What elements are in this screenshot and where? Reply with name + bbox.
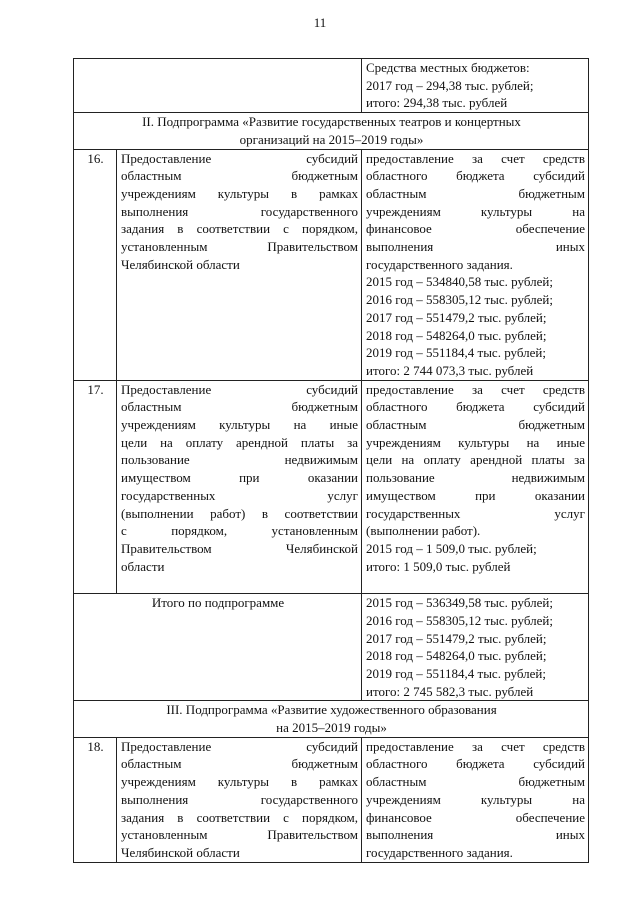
text-line: выполнения иных xyxy=(366,827,585,843)
section-title-line: на 2015–2019 годы» xyxy=(276,720,387,736)
text-line: учреждениям культуры на иные xyxy=(121,417,358,433)
text-line: Предоставление субсидий xyxy=(121,738,358,754)
measure-description xyxy=(117,737,362,862)
text-line: с порядком, установленным xyxy=(121,523,358,539)
table-row xyxy=(74,737,589,862)
funding-cell xyxy=(362,737,589,862)
text-line: 2015 год – 534840,58 тыс. рублей; xyxy=(366,274,553,290)
text-line: областным бюджетным xyxy=(121,168,358,184)
measure-description xyxy=(117,149,362,380)
empty-cell xyxy=(74,59,362,113)
text-line: государственных услуг xyxy=(121,487,358,503)
table-row xyxy=(74,59,589,113)
text-line: 2017 год – 551479,2 тыс. рублей; xyxy=(366,309,547,325)
text-line: областного бюджета субсидий xyxy=(366,756,585,772)
blank-line xyxy=(366,575,585,593)
section-header-row xyxy=(74,113,589,149)
subprogram-total-values xyxy=(362,594,589,701)
text-line: цели на оплату арендной платы за xyxy=(366,452,585,468)
text-line: Предоставление субсидий xyxy=(121,150,358,166)
text-line: имуществом при оказании xyxy=(121,470,358,486)
section-title-line: II. Подпрограмма «Развитие государственных театров и концертных xyxy=(142,114,521,130)
funding-cell xyxy=(362,380,589,593)
text-line: области xyxy=(121,558,165,574)
text-line: 2017 год – 294,38 тыс. рублей; xyxy=(366,77,534,93)
text-line: финансовое обеспечение xyxy=(366,809,585,825)
funding-cell xyxy=(362,149,589,380)
text-line: Челябинской области xyxy=(121,844,240,860)
text-line: учреждениям культуры на xyxy=(366,791,585,807)
text-line: (выполнении работ). xyxy=(366,523,481,539)
text-line: (выполнении работ) в соответствии xyxy=(121,505,358,521)
text-line: пользование недвижимым xyxy=(121,452,358,468)
text-line: итого: 294,38 тыс. рублей xyxy=(366,95,508,111)
table-row xyxy=(74,149,589,380)
text-line: 2015 год – 1 509,0 тыс. рублей; xyxy=(366,540,537,556)
text-line: учреждениям культуры в рамках xyxy=(121,774,358,790)
text-line: задания в соответствии с порядком, xyxy=(121,221,358,237)
text-line: областного бюджета субсидий xyxy=(366,399,585,415)
text-line: задания в соответствии с порядком, xyxy=(121,809,358,825)
text-line: учреждениям культуры в рамках xyxy=(121,185,358,201)
section-title-line: организаций на 2015–2019 годы» xyxy=(239,131,424,147)
section-header-row xyxy=(74,701,589,737)
text-line: итого: 2 745 582,3 тыс. рублей xyxy=(366,683,534,699)
text-line: итого: 2 744 073,3 тыс. рублей xyxy=(366,362,534,378)
text-line: выполнения иных xyxy=(366,239,585,255)
text-line: областным бюджетным xyxy=(366,417,585,433)
text-line: 2019 год – 551184,4 тыс. рублей; xyxy=(366,345,546,361)
text-line: областным бюджетным xyxy=(366,185,585,201)
text-line: учреждениям культуры на иные xyxy=(366,434,585,450)
text-line: 2017 год – 551479,2 тыс. рублей; xyxy=(366,630,547,646)
measure-description xyxy=(117,380,362,593)
text-line: 2016 год – 558305,12 тыс. рублей; xyxy=(366,292,553,308)
text-line: Средства местных бюджетов: xyxy=(366,60,530,75)
local-budget-funding-cell xyxy=(362,59,589,113)
text-line: выполнения государственного xyxy=(121,791,358,807)
text-line: областным бюджетным xyxy=(366,774,585,790)
text-line: 2019 год – 551184,4 тыс. рублей; xyxy=(366,665,546,681)
text-line: установленным Правительством xyxy=(121,827,358,843)
text-line: государственных услуг xyxy=(366,505,585,521)
text-line: государственного задания. xyxy=(366,844,513,860)
section-header xyxy=(74,113,589,149)
text-line: областного бюджета субсидий xyxy=(366,168,585,184)
text-line: имуществом при оказании xyxy=(366,487,585,503)
text-line: областным бюджетным xyxy=(121,756,358,772)
text-line: предоставление за счет средств xyxy=(366,150,585,166)
page-number: 11 xyxy=(313,15,327,30)
subprogram-total-label: Итого по подпрограмме xyxy=(74,594,362,701)
row-number: 17. xyxy=(74,380,117,593)
text-line: 2016 год – 558305,12 тыс. рублей; xyxy=(366,612,553,628)
text-line: финансовое обеспечение xyxy=(366,221,585,237)
row-number: 18. xyxy=(74,737,117,862)
text-line: 2015 год – 536349,58 тыс. рублей; xyxy=(366,595,553,611)
text-line: государственного задания. xyxy=(366,256,513,272)
row-number: 16. xyxy=(74,149,117,380)
text-line: пользование недвижимым xyxy=(366,470,585,486)
text-line: итого: 1 509,0 тыс. рублей xyxy=(366,558,511,574)
section-header xyxy=(74,701,589,737)
text-line: 2018 год – 548264,0 тыс. рублей; xyxy=(366,327,547,343)
text-line: 2018 год – 548264,0 тыс. рублей; xyxy=(366,648,547,664)
table-row xyxy=(74,380,589,593)
section-title-line: III. Подпрограмма «Развитие художественного образования xyxy=(166,702,497,718)
subprogram-total-row xyxy=(74,594,589,701)
text-line: выполнения государственного xyxy=(121,203,358,219)
text-line: установленным Правительством xyxy=(121,239,358,255)
text-line: Челябинской области xyxy=(121,256,240,272)
program-table xyxy=(73,58,589,863)
text-line: предоставление за счет средств xyxy=(366,738,585,754)
text-line: цели на оплату арендной платы за xyxy=(121,434,358,450)
text-line: Предоставление субсидий xyxy=(121,381,358,397)
text-line: областным бюджетным xyxy=(121,399,358,415)
text-line: учреждениям культуры на xyxy=(366,203,585,219)
text-line: предоставление за счет средств xyxy=(366,381,585,397)
text-line: Правительством Челябинской xyxy=(121,540,358,556)
